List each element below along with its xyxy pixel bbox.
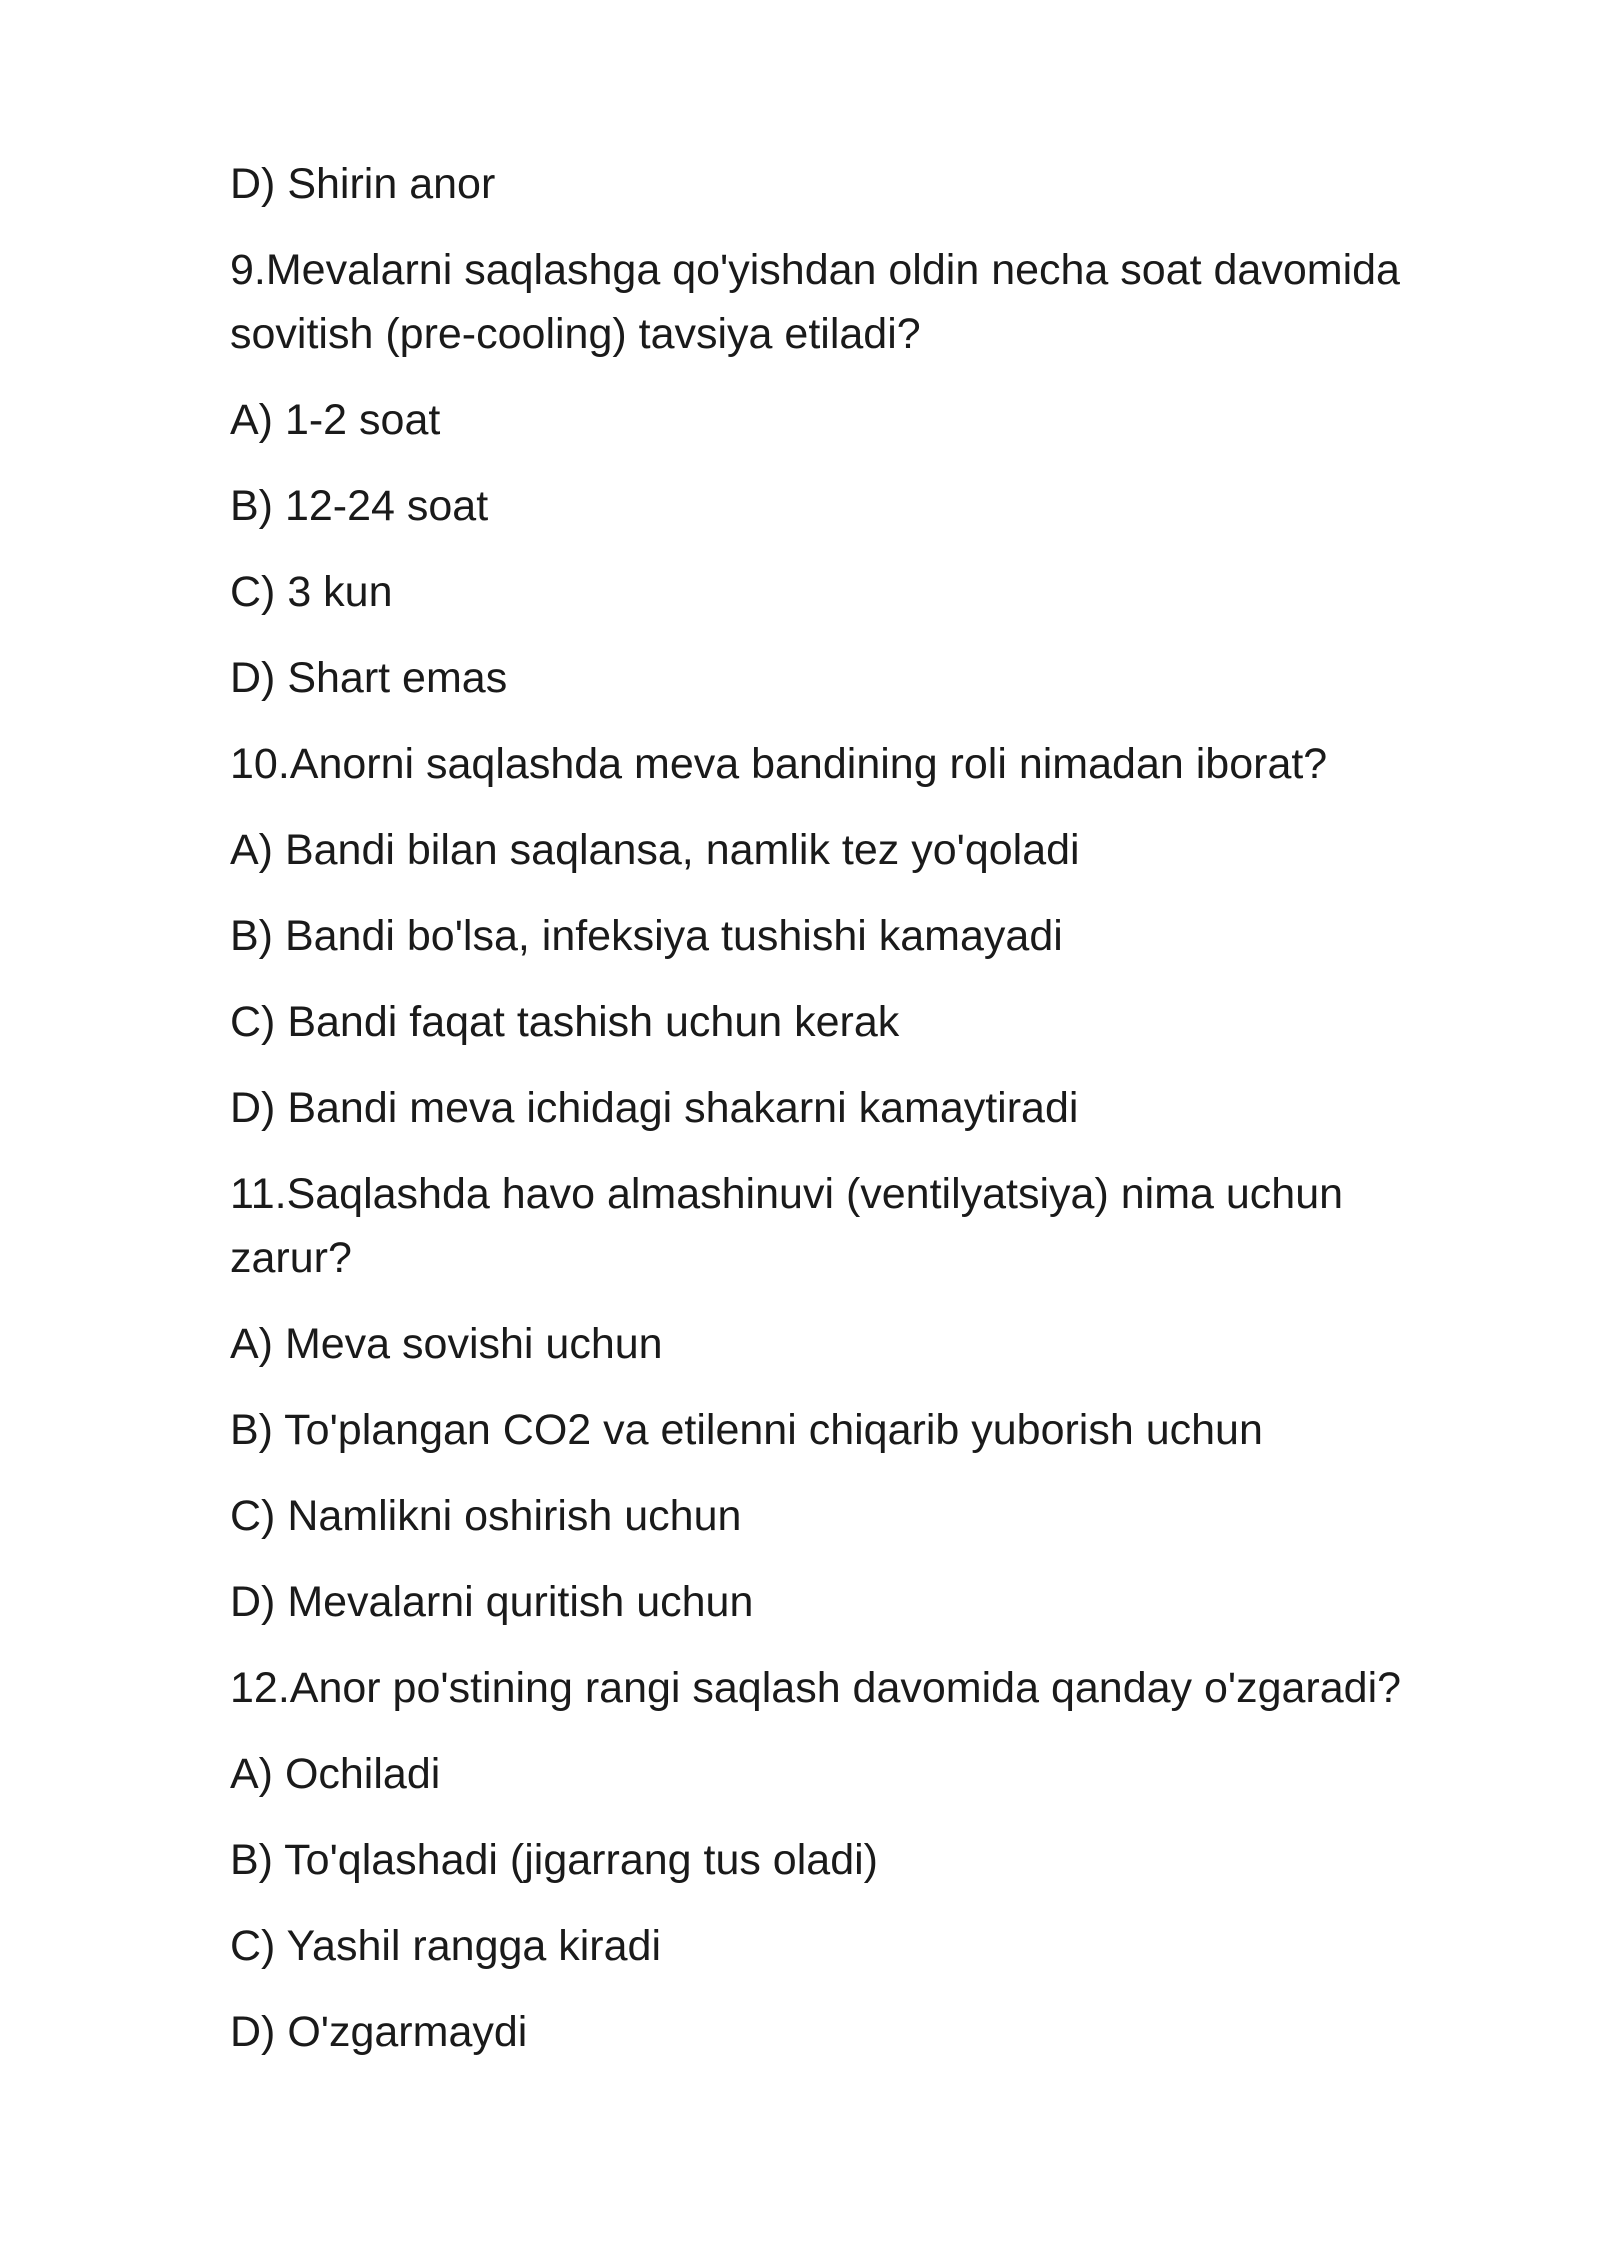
- option-9c: C) 3 kun: [230, 568, 393, 616]
- option-12c: C) Yashil rangga kiradi: [230, 1922, 662, 1970]
- option-12d: D) O'zgarmaydi: [230, 2008, 528, 2056]
- question-11: 11.Saqlashda havo almashinuvi (ventilyatsiya) nima uchun zarur?: [230, 1170, 1344, 1282]
- option-9d: D) Shart emas: [230, 654, 508, 702]
- question-12: 12.Anor po'stining rangi saqlash davomida qanday o'zgaradi?: [230, 1664, 1402, 1712]
- option-11a: A) Meva sovishi uchun: [230, 1320, 663, 1368]
- quiz-content: [230, 152, 1460, 2086]
- option-9a: A) 1-2 soat: [230, 396, 441, 444]
- option-8d: D) Shirin anor: [230, 160, 496, 208]
- option-11b: B) To'plangan CO2 va etilenni chiqarib yuborish uchun: [230, 1406, 1263, 1454]
- option-11c: C) Namlikni oshirish uchun: [230, 1492, 742, 1540]
- option-12b: B) To'qlashadi (jigarrang tus oladi): [230, 1836, 878, 1884]
- option-9b: B) 12-24 soat: [230, 482, 489, 530]
- question-9: 9.Mevalarni saqlashga qo'yishdan oldin necha soat davomida sovitish (pre-cooling) tavsiya etiladi?: [230, 246, 1400, 358]
- option-10a: A) Bandi bilan saqlansa, namlik tez yo'qoladi: [230, 826, 1080, 874]
- question-10: 10.Anorni saqlashda meva bandining roli nimadan iborat?: [230, 740, 1328, 788]
- option-10d: D) Bandi meva ichidagi shakarni kamaytiradi: [230, 1084, 1079, 1132]
- option-10b: B) Bandi bo'lsa, infeksiya tushishi kamayadi: [230, 912, 1063, 960]
- option-12a: A) Ochiladi: [230, 1750, 441, 1798]
- option-10c: C) Bandi faqat tashish uchun kerak: [230, 998, 900, 1046]
- option-11d: D) Mevalarni quritish uchun: [230, 1578, 754, 1626]
